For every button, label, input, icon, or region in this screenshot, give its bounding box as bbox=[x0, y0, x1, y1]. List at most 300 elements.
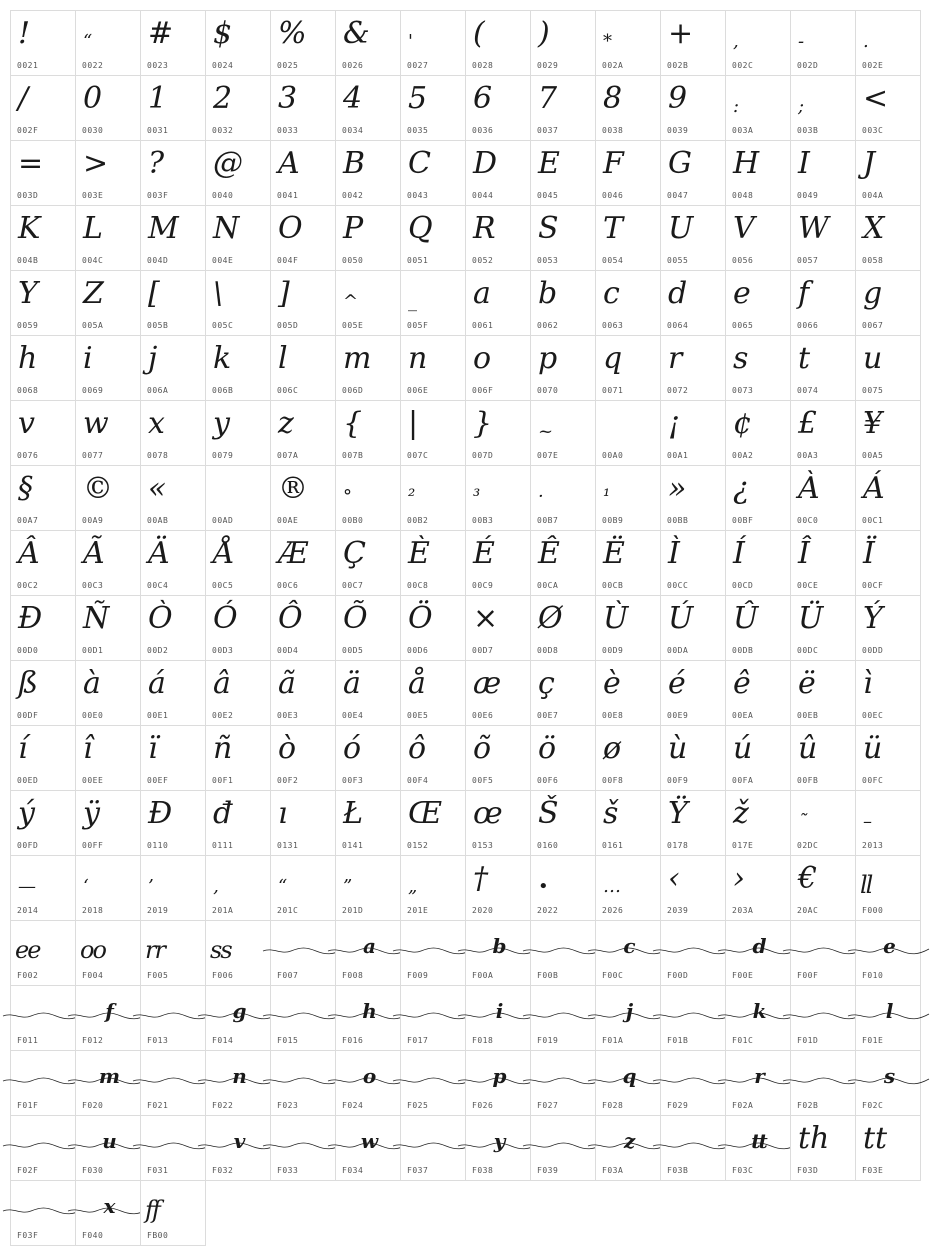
glyph-cell[interactable] bbox=[10, 1050, 76, 1116]
glyph-cell[interactable] bbox=[10, 270, 76, 336]
glyph-cell[interactable] bbox=[725, 1050, 791, 1116]
codepoint-label: F02F bbox=[17, 1166, 39, 1175]
glyph-cell[interactable] bbox=[270, 465, 336, 531]
glyph-cell[interactable] bbox=[790, 465, 856, 531]
glyph: / bbox=[18, 81, 29, 116]
glyph-cell[interactable] bbox=[75, 985, 141, 1051]
glyph-cell[interactable] bbox=[140, 10, 206, 76]
glyph-cell[interactable] bbox=[400, 920, 466, 986]
glyph-cell[interactable] bbox=[725, 660, 791, 726]
glyph-cell[interactable] bbox=[790, 140, 856, 206]
glyph-cell[interactable] bbox=[270, 75, 336, 141]
glyph-cell[interactable] bbox=[855, 855, 921, 921]
glyph-cell[interactable] bbox=[660, 400, 726, 466]
glyph-cell[interactable] bbox=[10, 725, 76, 791]
glyph-cell[interactable] bbox=[335, 140, 401, 206]
glyph-cell[interactable] bbox=[660, 10, 726, 76]
codepoint-label: 00AD bbox=[212, 516, 234, 525]
glyph-cell[interactable] bbox=[790, 595, 856, 661]
glyph-cell[interactable] bbox=[205, 660, 271, 726]
glyph-cell[interactable] bbox=[140, 400, 206, 466]
glyph: q bbox=[622, 1064, 635, 1088]
glyph-cell[interactable] bbox=[465, 920, 531, 986]
glyph-cell[interactable] bbox=[75, 790, 141, 856]
glyph-cell[interactable] bbox=[140, 1115, 206, 1181]
glyph-cell[interactable] bbox=[725, 465, 791, 531]
glyph: Ø bbox=[538, 601, 563, 636]
codepoint-label: 20AC bbox=[797, 906, 819, 915]
glyph: ù bbox=[668, 731, 688, 766]
glyph-cell[interactable] bbox=[140, 1180, 206, 1246]
glyph-cell[interactable] bbox=[465, 400, 531, 466]
glyph-cell[interactable] bbox=[725, 985, 791, 1051]
codepoint-label: F01F bbox=[17, 1101, 39, 1110]
glyph: Ý bbox=[863, 601, 883, 636]
glyph-cell[interactable] bbox=[10, 985, 76, 1051]
codepoint-label: 002A bbox=[602, 61, 624, 70]
glyph-cell[interactable] bbox=[595, 205, 661, 271]
glyph-cell[interactable] bbox=[205, 335, 271, 401]
glyph-cell[interactable] bbox=[530, 725, 596, 791]
glyph-cell[interactable] bbox=[10, 75, 76, 141]
glyph-cell[interactable] bbox=[790, 725, 856, 791]
glyph-cell[interactable] bbox=[465, 10, 531, 76]
glyph-cell[interactable] bbox=[465, 270, 531, 336]
glyph-cell[interactable] bbox=[595, 855, 661, 921]
glyph-cell[interactable] bbox=[400, 205, 466, 271]
glyph-cell[interactable] bbox=[530, 335, 596, 401]
glyph-cell[interactable] bbox=[270, 1050, 336, 1116]
glyph-cell[interactable] bbox=[140, 75, 206, 141]
glyph-cell[interactable] bbox=[335, 985, 401, 1051]
glyph-cell[interactable] bbox=[530, 855, 596, 921]
glyph: ˜ bbox=[798, 811, 807, 832]
glyph-cell[interactable] bbox=[140, 530, 206, 596]
glyph-cell[interactable] bbox=[530, 595, 596, 661]
glyph-cell[interactable] bbox=[10, 530, 76, 596]
glyph-cell[interactable] bbox=[465, 725, 531, 791]
glyph: 1 bbox=[148, 81, 168, 116]
glyph-cell[interactable] bbox=[725, 790, 791, 856]
glyph-cell[interactable] bbox=[335, 530, 401, 596]
glyph: ã bbox=[278, 666, 296, 701]
glyph-cell[interactable] bbox=[335, 920, 401, 986]
codepoint-label: 00A0 bbox=[602, 451, 624, 460]
glyph-cell[interactable] bbox=[75, 1180, 141, 1246]
glyph-cell[interactable] bbox=[790, 790, 856, 856]
glyph-cell[interactable] bbox=[660, 140, 726, 206]
glyph-cell[interactable] bbox=[400, 465, 466, 531]
glyph-cell[interactable] bbox=[335, 1115, 401, 1181]
glyph-cell[interactable] bbox=[75, 920, 141, 986]
glyph-cell[interactable] bbox=[855, 1050, 921, 1116]
glyph-cell[interactable] bbox=[660, 595, 726, 661]
glyph-cell[interactable] bbox=[595, 660, 661, 726]
glyph: h bbox=[18, 341, 38, 376]
glyph-cell[interactable] bbox=[75, 725, 141, 791]
glyph-cell[interactable] bbox=[855, 595, 921, 661]
glyph-cell[interactable] bbox=[465, 660, 531, 726]
glyph-cell[interactable] bbox=[140, 985, 206, 1051]
glyph-cell[interactable] bbox=[270, 140, 336, 206]
glyph-cell[interactable] bbox=[660, 855, 726, 921]
glyph-cell[interactable] bbox=[855, 790, 921, 856]
glyph-cell[interactable] bbox=[10, 660, 76, 726]
glyph-cell[interactable] bbox=[205, 465, 271, 531]
glyph: ñ bbox=[213, 731, 233, 766]
glyph-cell[interactable] bbox=[75, 205, 141, 271]
glyph-cell[interactable] bbox=[660, 985, 726, 1051]
glyph-cell[interactable] bbox=[10, 1180, 76, 1246]
glyph-cell[interactable] bbox=[790, 75, 856, 141]
codepoint-label: 00DC bbox=[797, 646, 819, 655]
glyph-cell[interactable] bbox=[140, 855, 206, 921]
glyph-cell[interactable] bbox=[660, 1050, 726, 1116]
glyph-cell[interactable] bbox=[790, 660, 856, 726]
glyph-cell[interactable] bbox=[205, 985, 271, 1051]
glyph-cell[interactable] bbox=[595, 10, 661, 76]
glyph-cell[interactable] bbox=[790, 530, 856, 596]
glyph: g bbox=[232, 999, 245, 1023]
glyph-cell[interactable] bbox=[205, 855, 271, 921]
glyph-cell[interactable] bbox=[335, 270, 401, 336]
glyph-cell[interactable] bbox=[140, 465, 206, 531]
glyph-cell[interactable] bbox=[205, 75, 271, 141]
glyph-cell[interactable] bbox=[595, 985, 661, 1051]
glyph-cell[interactable] bbox=[205, 1115, 271, 1181]
glyph-cell[interactable] bbox=[10, 1115, 76, 1181]
glyph-cell[interactable] bbox=[725, 335, 791, 401]
glyph-cell[interactable] bbox=[855, 660, 921, 726]
glyph-cell[interactable] bbox=[10, 920, 76, 986]
glyph-cell[interactable] bbox=[400, 660, 466, 726]
glyph-cell[interactable] bbox=[335, 400, 401, 466]
glyph-cell[interactable] bbox=[335, 855, 401, 921]
glyph-cell[interactable] bbox=[400, 1050, 466, 1116]
glyph-cell[interactable] bbox=[660, 335, 726, 401]
codepoint-label: 00DB bbox=[732, 646, 754, 655]
glyph-cell[interactable] bbox=[465, 140, 531, 206]
glyph: , bbox=[733, 31, 739, 52]
glyph-cell[interactable] bbox=[530, 75, 596, 141]
glyph-cell[interactable] bbox=[855, 920, 921, 986]
glyph-cell[interactable] bbox=[205, 595, 271, 661]
glyph-cell[interactable] bbox=[400, 400, 466, 466]
glyph-cell[interactable] bbox=[725, 205, 791, 271]
glyph-cell[interactable] bbox=[140, 335, 206, 401]
glyph-cell[interactable] bbox=[530, 660, 596, 726]
glyph-cell[interactable] bbox=[140, 595, 206, 661]
glyph-cell[interactable] bbox=[140, 270, 206, 336]
glyph-cell[interactable] bbox=[530, 270, 596, 336]
glyph-cell[interactable] bbox=[270, 595, 336, 661]
glyph-cell[interactable] bbox=[400, 790, 466, 856]
glyph-cell[interactable] bbox=[725, 530, 791, 596]
glyph-cell[interactable] bbox=[660, 1115, 726, 1181]
glyph-cell[interactable] bbox=[465, 335, 531, 401]
codepoint-label: 00A5 bbox=[862, 451, 884, 460]
glyph-cell[interactable] bbox=[530, 920, 596, 986]
glyph-cell[interactable] bbox=[855, 10, 921, 76]
codepoint-label: 00A9 bbox=[82, 516, 104, 525]
glyph-cell[interactable] bbox=[725, 1115, 791, 1181]
glyph-cell[interactable] bbox=[270, 335, 336, 401]
glyph-cell[interactable] bbox=[660, 725, 726, 791]
glyph-cell[interactable] bbox=[725, 855, 791, 921]
glyph-cell[interactable] bbox=[270, 270, 336, 336]
glyph-cell[interactable] bbox=[75, 595, 141, 661]
glyph: — bbox=[18, 876, 36, 897]
glyph-cell[interactable] bbox=[335, 205, 401, 271]
codepoint-label: F031 bbox=[147, 1166, 169, 1175]
glyph-cell[interactable] bbox=[205, 270, 271, 336]
glyph-cell[interactable] bbox=[10, 140, 76, 206]
glyph-cell[interactable] bbox=[205, 920, 271, 986]
glyph-cell[interactable] bbox=[140, 920, 206, 986]
glyph-cell[interactable] bbox=[400, 985, 466, 1051]
glyph-cell[interactable] bbox=[75, 75, 141, 141]
glyph-cell[interactable] bbox=[530, 140, 596, 206]
glyph-cell[interactable] bbox=[790, 335, 856, 401]
glyph-cell[interactable] bbox=[335, 725, 401, 791]
codepoint-label: 003A bbox=[732, 126, 754, 135]
glyph-cell[interactable] bbox=[725, 400, 791, 466]
glyph: û bbox=[798, 731, 818, 766]
glyph-cell[interactable] bbox=[205, 10, 271, 76]
glyph-cell[interactable] bbox=[725, 725, 791, 791]
glyph-cell[interactable] bbox=[10, 790, 76, 856]
glyph-cell[interactable] bbox=[205, 790, 271, 856]
glyph-cell[interactable] bbox=[660, 465, 726, 531]
glyph-cell[interactable] bbox=[10, 10, 76, 76]
glyph-cell[interactable] bbox=[790, 400, 856, 466]
glyph-cell[interactable] bbox=[205, 400, 271, 466]
glyph-cell[interactable] bbox=[335, 790, 401, 856]
glyph-cell[interactable] bbox=[335, 1050, 401, 1116]
glyph-cell[interactable] bbox=[660, 270, 726, 336]
glyph-cell[interactable] bbox=[855, 530, 921, 596]
glyph-cell[interactable] bbox=[530, 465, 596, 531]
glyph-cell[interactable] bbox=[75, 140, 141, 206]
glyph-cell[interactable] bbox=[205, 1050, 271, 1116]
glyph-cell[interactable] bbox=[400, 595, 466, 661]
glyph-cell[interactable] bbox=[140, 725, 206, 791]
glyph-cell[interactable] bbox=[660, 205, 726, 271]
glyph-cell[interactable] bbox=[10, 465, 76, 531]
glyph-cell[interactable] bbox=[75, 335, 141, 401]
codepoint-label: F009 bbox=[407, 971, 429, 980]
glyph-cell[interactable] bbox=[660, 660, 726, 726]
glyph-cell[interactable] bbox=[465, 75, 531, 141]
glyph-cell[interactable] bbox=[660, 790, 726, 856]
glyph-cell[interactable] bbox=[465, 1050, 531, 1116]
glyph-cell[interactable] bbox=[75, 1115, 141, 1181]
glyph-cell[interactable] bbox=[205, 725, 271, 791]
glyph-cell[interactable] bbox=[530, 790, 596, 856]
glyph-cell[interactable] bbox=[10, 595, 76, 661]
glyph-cell[interactable] bbox=[595, 140, 661, 206]
glyph-cell[interactable] bbox=[855, 725, 921, 791]
codepoint-label: 00A2 bbox=[732, 451, 754, 460]
swash-stroke bbox=[1, 1000, 86, 1030]
glyph-cell[interactable] bbox=[855, 465, 921, 531]
glyph-cell[interactable] bbox=[75, 400, 141, 466]
glyph-cell[interactable] bbox=[465, 530, 531, 596]
codepoint-label: 004A bbox=[862, 191, 884, 200]
glyph-cell[interactable] bbox=[270, 205, 336, 271]
glyph-cell[interactable] bbox=[465, 595, 531, 661]
glyph-cell[interactable] bbox=[855, 335, 921, 401]
glyph-cell[interactable] bbox=[595, 400, 661, 466]
glyph-cell[interactable] bbox=[465, 855, 531, 921]
glyph-cell[interactable] bbox=[465, 1115, 531, 1181]
glyph-cell[interactable] bbox=[465, 790, 531, 856]
glyph: Ÿ bbox=[668, 796, 688, 831]
glyph-cell[interactable] bbox=[400, 335, 466, 401]
glyph-cell[interactable] bbox=[205, 205, 271, 271]
glyph-cell[interactable] bbox=[790, 10, 856, 76]
codepoint-label: 004F bbox=[277, 256, 299, 265]
glyph-cell[interactable] bbox=[790, 1050, 856, 1116]
glyph-cell[interactable] bbox=[270, 790, 336, 856]
swash-stroke bbox=[521, 1000, 606, 1030]
glyph-cell[interactable] bbox=[595, 530, 661, 596]
glyph-cell[interactable] bbox=[855, 1115, 921, 1181]
glyph-cell[interactable] bbox=[10, 400, 76, 466]
codepoint-label: 00D5 bbox=[342, 646, 364, 655]
glyph-cell[interactable] bbox=[465, 985, 531, 1051]
glyph-cell[interactable] bbox=[75, 1050, 141, 1116]
glyph-cell[interactable] bbox=[400, 725, 466, 791]
glyph-cell[interactable] bbox=[530, 1115, 596, 1181]
glyph-cell[interactable] bbox=[790, 205, 856, 271]
glyph-cell[interactable] bbox=[75, 660, 141, 726]
glyph-cell[interactable] bbox=[595, 335, 661, 401]
glyph-cell[interactable] bbox=[855, 985, 921, 1051]
glyph-cell[interactable] bbox=[725, 140, 791, 206]
glyph-cell[interactable] bbox=[725, 75, 791, 141]
glyph-cell[interactable] bbox=[855, 75, 921, 141]
glyph-cell[interactable] bbox=[400, 270, 466, 336]
glyph-cell[interactable] bbox=[400, 140, 466, 206]
glyph-cell[interactable] bbox=[530, 10, 596, 76]
codepoint-label: 00C0 bbox=[797, 516, 819, 525]
codepoint-label: 00BB bbox=[667, 516, 689, 525]
glyph-cell[interactable] bbox=[270, 725, 336, 791]
glyph-cell[interactable] bbox=[790, 920, 856, 986]
glyph-cell[interactable] bbox=[725, 595, 791, 661]
glyph-cell[interactable] bbox=[790, 985, 856, 1051]
glyph-cell[interactable] bbox=[270, 530, 336, 596]
codepoint-label: 0049 bbox=[797, 191, 819, 200]
glyph: + bbox=[668, 16, 694, 51]
glyph-cell[interactable] bbox=[595, 790, 661, 856]
glyph-cell[interactable] bbox=[10, 205, 76, 271]
glyph-cell[interactable] bbox=[140, 660, 206, 726]
glyph-cell[interactable] bbox=[140, 790, 206, 856]
glyph-cell[interactable] bbox=[400, 530, 466, 596]
glyph-cell[interactable] bbox=[75, 465, 141, 531]
glyph-cell[interactable] bbox=[335, 660, 401, 726]
glyph-cell[interactable] bbox=[10, 335, 76, 401]
glyph-cell[interactable] bbox=[75, 530, 141, 596]
glyph-cell[interactable] bbox=[660, 530, 726, 596]
glyph-cell[interactable] bbox=[465, 205, 531, 271]
glyph-cell[interactable] bbox=[75, 270, 141, 336]
glyph-cell[interactable] bbox=[335, 335, 401, 401]
glyph-cell[interactable] bbox=[855, 400, 921, 466]
glyph-cell[interactable] bbox=[270, 660, 336, 726]
glyph-cell[interactable] bbox=[530, 985, 596, 1051]
glyph-cell[interactable] bbox=[270, 985, 336, 1051]
glyph-cell[interactable] bbox=[270, 1115, 336, 1181]
glyph-cell[interactable] bbox=[595, 1050, 661, 1116]
glyph-cell[interactable] bbox=[335, 10, 401, 76]
glyph-cell[interactable] bbox=[595, 920, 661, 986]
glyph-cell[interactable] bbox=[335, 465, 401, 531]
glyph: ³ bbox=[473, 486, 481, 507]
codepoint-label: 004E bbox=[212, 256, 234, 265]
glyph-cell[interactable] bbox=[270, 855, 336, 921]
glyph-cell[interactable] bbox=[205, 140, 271, 206]
glyph-cell[interactable] bbox=[855, 205, 921, 271]
codepoint-label: 00E7 bbox=[537, 711, 559, 720]
glyph-cell[interactable] bbox=[725, 10, 791, 76]
glyph-cell[interactable] bbox=[10, 855, 76, 921]
glyph-cell[interactable] bbox=[530, 1050, 596, 1116]
glyph-cell[interactable] bbox=[790, 270, 856, 336]
glyph-cell[interactable] bbox=[855, 270, 921, 336]
glyph-cell[interactable] bbox=[270, 10, 336, 76]
glyph-cell[interactable] bbox=[595, 595, 661, 661]
glyph: : bbox=[733, 96, 740, 117]
glyph-cell[interactable] bbox=[140, 1050, 206, 1116]
glyph-cell[interactable] bbox=[335, 595, 401, 661]
glyph-cell[interactable] bbox=[400, 10, 466, 76]
glyph: ú bbox=[733, 731, 753, 766]
glyph-cell[interactable] bbox=[595, 270, 661, 336]
glyph-cell[interactable] bbox=[140, 140, 206, 206]
glyph-cell[interactable] bbox=[335, 75, 401, 141]
glyph-cell[interactable] bbox=[660, 920, 726, 986]
glyph-cell[interactable] bbox=[660, 75, 726, 141]
glyph-cell[interactable] bbox=[595, 465, 661, 531]
glyph-cell[interactable] bbox=[465, 465, 531, 531]
glyph-cell[interactable] bbox=[595, 725, 661, 791]
glyph-cell[interactable] bbox=[140, 205, 206, 271]
codepoint-label: 0023 bbox=[147, 61, 169, 70]
glyph-cell[interactable] bbox=[725, 270, 791, 336]
glyph-cell[interactable] bbox=[400, 1115, 466, 1181]
glyph-cell[interactable] bbox=[790, 1115, 856, 1181]
glyph: tt bbox=[751, 1129, 766, 1153]
glyph-cell[interactable] bbox=[790, 855, 856, 921]
glyph-cell[interactable] bbox=[270, 920, 336, 986]
glyph-cell[interactable] bbox=[530, 205, 596, 271]
glyph-cell[interactable] bbox=[75, 10, 141, 76]
glyph-cell[interactable] bbox=[725, 920, 791, 986]
glyph-cell[interactable] bbox=[270, 400, 336, 466]
glyph-cell[interactable] bbox=[75, 855, 141, 921]
glyph-cell[interactable] bbox=[530, 530, 596, 596]
glyph-cell[interactable] bbox=[595, 1115, 661, 1181]
glyph-cell[interactable] bbox=[855, 140, 921, 206]
glyph-cell[interactable] bbox=[400, 75, 466, 141]
glyph-cell[interactable] bbox=[595, 75, 661, 141]
glyph-cell[interactable] bbox=[400, 855, 466, 921]
glyph-cell[interactable] bbox=[205, 530, 271, 596]
glyph-cell[interactable] bbox=[530, 400, 596, 466]
